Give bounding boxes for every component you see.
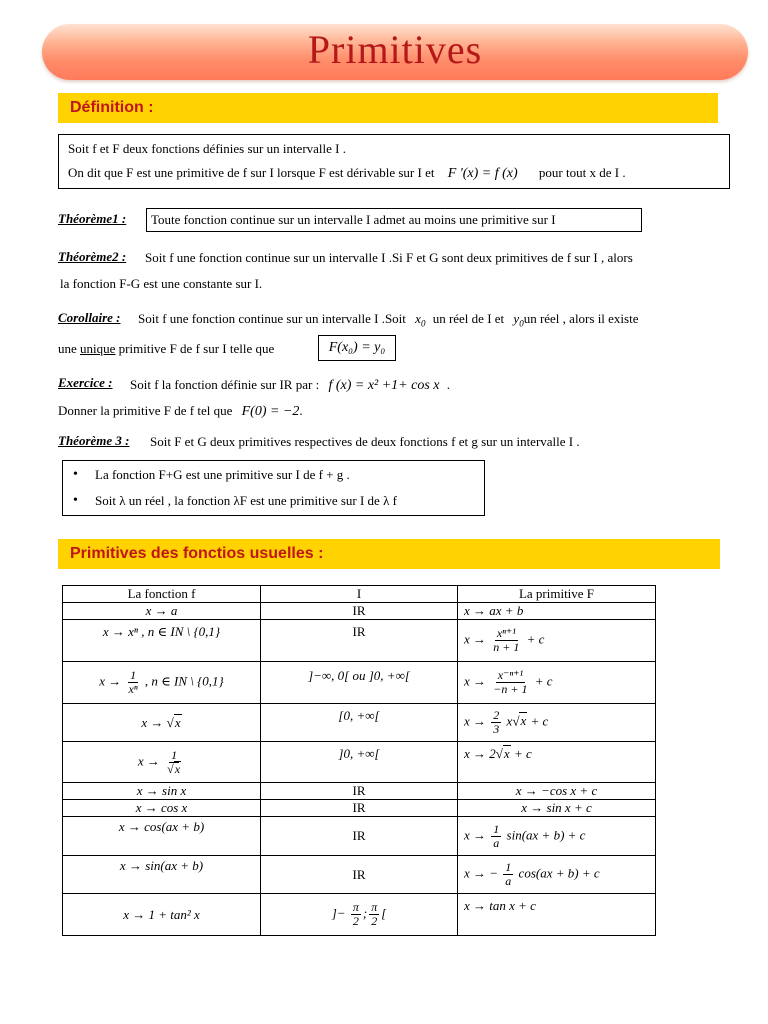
corollary-line-2b: primitive F de f sur I telle que [118,341,275,356]
row-interval: IR [261,856,458,894]
interval-open: ]− [331,905,346,921]
function-prefix: x → [137,752,160,768]
fraction-numerator: xⁿ⁺¹ [496,626,516,640]
fraction-denominator: n + 1 [493,640,520,654]
function-prefix: x → [99,673,122,689]
row-primitive: x → ax + b [458,603,656,620]
corollary-formula-box: F(x₀) = y₀ [318,335,396,361]
fraction-denominator: xⁿ [128,682,138,696]
exercise-line-2-end: . [299,403,303,418]
definition-line-2-end: pour tout x de I . [538,165,626,180]
table-row [63,620,656,662]
row-primitive: x → −cos x + c [458,783,656,800]
table-row [63,662,656,704]
row-primitive [458,620,656,662]
sqrt-symbol: √ [166,714,174,730]
definition-line-2-text: On dit que F est une primitive de f sur I lorsque F est dérivable sur I et [68,165,435,180]
row-primitive: x → sin x + c [458,800,656,817]
definition-line-1: Soit f et F deux fonctions définies sur un intervalle I . [68,141,347,156]
row-interval: IR [261,800,458,817]
row-interval: ]0, +∞[ [261,742,458,783]
primitive-suffix: + c [534,673,553,689]
theorem3-bullets [63,462,484,514]
exercise-label: Exercice : [58,375,113,390]
fraction-denominator: a [505,874,512,888]
row-function [63,704,261,742]
primitive-prefix: x → [464,826,487,842]
corollary-line-2a: une [58,341,77,356]
primitive-suffix: + c [526,631,545,647]
row-interval: IR [261,620,458,662]
row-function: x → xⁿ , n ∈ IN \ {0,1} [63,620,261,662]
theorem3-text: Soit F et G deux primitives respectives de deux fonctions f et g sur un intervalle I . [150,434,580,449]
fraction-denominator: 3 [493,722,500,736]
theorem3-bullet-2: • Soit λ un réel , la fonction λF est une primitive sur I de λ f [63,488,484,514]
primitive-fraction [491,823,501,850]
row-function: x → sin(ax + b) [63,856,261,894]
primitive-suffix: cos(ax + b) + c [518,865,600,881]
primitive-prefix: x → [464,631,487,647]
row-function [63,662,261,704]
fraction-denominator: √x [167,761,181,776]
row-primitive [458,742,656,783]
x0-var: x [415,311,421,326]
function-prefix: x → [141,714,164,730]
header-function: La fonction f [63,586,261,603]
function-fraction [127,669,140,696]
row-interval: IR [261,603,458,620]
exercise-function-formula: f (x) = x² +1+ cos x [328,378,440,393]
row-interval: IR [261,783,458,800]
usual-primitives-heading: Primitives des fonctios usuelles : [58,539,720,569]
primitive-fraction [491,709,501,736]
row-primitive [458,704,656,742]
sqrt-radicand: x [503,746,510,761]
fraction-denominator: 2 [371,914,378,928]
corollary-line-1a: Soit f une fonction continue sur un intervalle I .Soit [138,311,406,326]
page-title: Primitives [307,27,483,72]
theorem2-label: Théorème2 : [58,249,127,264]
primitive-prefix: x → 2 [464,746,496,761]
table-row [63,856,656,894]
sqrt-radicand: x [520,713,527,729]
exercise-condition-formula: F(0) = −2 [241,404,300,419]
definition-heading: Définition : [58,93,718,123]
row-interval: ]−∞, 0[ ou ]0, +∞[ [261,662,458,704]
primitive-fraction [503,861,513,888]
fraction-numerator: 2 [493,708,500,722]
fraction-denominator: 2 [352,914,359,928]
row-function: x → sin x [63,783,261,800]
interval-fraction-2 [369,901,379,928]
theorem2-line-1: Soit f une fonction continue sur un intervalle I .Si F et G sont deux primitives de f sur I , alors [145,250,633,265]
table-row [63,817,656,856]
theorem1-label: Théorème1 : [58,211,127,226]
corollary-line-1b: un réel de I et [432,311,505,326]
row-function: x → cos(ax + b) [63,817,261,856]
row-primitive [458,817,656,856]
corollary-line-1c: un réel , alors il existe [523,311,639,326]
row-function [63,742,261,783]
table-row [63,603,656,620]
sqrt-symbol: √ [512,713,520,729]
corollary-label: Corollaire : [58,310,121,325]
primitive-factor: x [506,713,513,729]
row-interval: IR [261,817,458,856]
theorem3-box [62,460,485,516]
row-function: x → a [63,603,261,620]
corollary-line-1 [138,311,639,329]
primitive-prefix: x → [464,713,487,729]
function-fraction [165,749,183,776]
header-primitive: La primitive F [458,586,656,603]
primitive-fraction [491,627,521,654]
table-row [63,742,656,783]
sqrt-symbol: √ [495,746,503,761]
primitive-prefix: x → − [464,865,499,881]
derivative-formula: F '(x) = f (x) [447,166,518,181]
x0-symbol [415,311,426,329]
row-function: x → cos x [63,800,261,817]
table-header-row [63,586,656,603]
primitive-suffix: + c [513,746,532,761]
fraction-numerator: 1 [130,668,137,682]
definition-line-2 [68,165,626,182]
row-primitive: x → tan x + c [458,894,656,936]
definition-box [58,134,730,189]
row-interval [261,894,458,936]
corollary-line-2 [58,341,274,357]
x0-sub: 0 [420,318,426,329]
interval-separator: ; [362,905,368,921]
exercise-line-2a: Donner la primitive F de f tel que [58,403,233,418]
y0-sub: 0 [519,318,524,329]
fraction-numerator: 1 [505,860,512,874]
function-suffix: , n ∈ IN \ {0,1} [144,673,224,689]
table-row [63,800,656,817]
theorem1-box: Toute fonction continue sur un intervalle I admet au moins une primitive sur I [146,208,642,232]
fraction-numerator: 1 [493,821,500,836]
fraction-numerator: π [352,900,359,914]
theorem3-bullet-1: • La fonction F+G est une primitive sur I de f + g . [63,462,484,488]
primitive-suffix: + c [530,713,549,729]
row-primitive [458,856,656,894]
primitive-suffix: sin(ax + b) + c [506,826,586,842]
exercise-line-1a: Soit f la fonction définie sur IR par : [130,377,320,392]
row-interval: [0, +∞[ [261,704,458,742]
fraction-numerator: x⁻ⁿ⁺¹ [497,668,524,682]
fraction-numerator: π [371,900,378,914]
theorem3-label: Théorème 3 : [58,433,130,448]
header-interval: I [261,586,458,603]
table-row [63,894,656,936]
y0-var: y [513,311,520,326]
y0-symbol [513,311,524,329]
primitive-prefix: x → [464,673,487,689]
interval-fraction-1 [351,901,361,928]
theorem2-line-2: la fonction F-G est une constante sur I. [60,276,263,291]
table-row [63,704,656,742]
primitives-table [62,585,656,936]
exercise-line-2 [58,403,303,420]
table-row [63,783,656,800]
sqrt-radicand: x [174,761,181,776]
exercise-line-1 [130,377,450,394]
row-function: x → 1 + tan² x [63,894,261,936]
fraction-denominator: a [493,835,500,850]
sqrt-radicand: x [174,714,181,730]
fraction-numerator: 1 [171,747,178,762]
exercise-line-1-end: . [446,377,450,392]
interval-close: [ [381,905,387,921]
row-primitive [458,662,656,704]
primitive-fraction [491,669,529,696]
fraction-denominator: −n + 1 [493,682,528,696]
unique-word: unique [80,341,116,356]
